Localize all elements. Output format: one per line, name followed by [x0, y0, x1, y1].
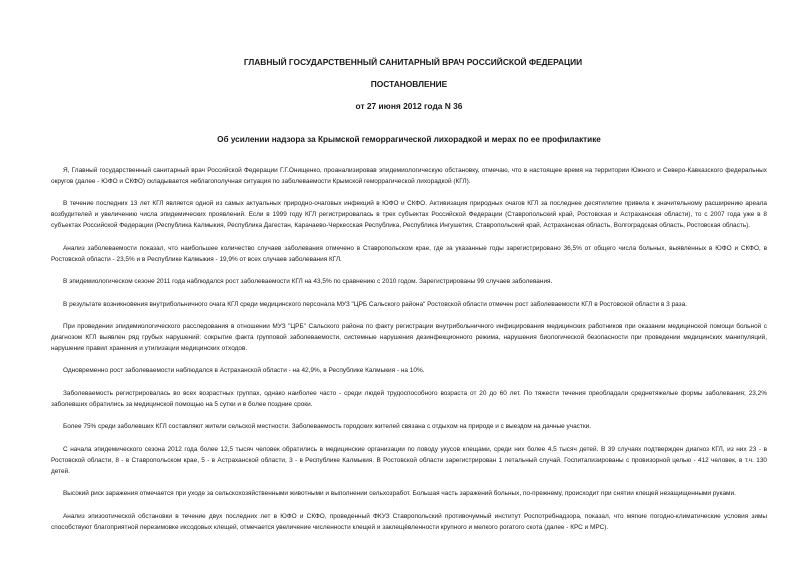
- document-body: [51, 166, 767, 533]
- document-type: ПОСТАНОВЛЕНИЕ: [370, 79, 448, 89]
- paragraph-10: С начала эпидемического сезона 2012 года более 12,5 тысяч человек обратились в медицинские организации по поводу укусов клещами, среди них более 4,5 тысяч детей. В 39 случаях подтвержден диагноз КГЛ, из них 23 - в Ростовской области, 8 - в Ставропольском крае, 5 - в Астраханской области, 3 - в Республике Калмыкия. В Ростовской области зарегистрирован 1 летальный случай. Госпитализированы с провизорной целью - 412 человек, в т.ч. 130 детей.: [51, 445, 767, 475]
- paragraph-3: Анализ заболеваемости показал, что наибольшее количество случаев заболевания отмечено в Ставропольском крае, где за указанные годы зарегистрировано 36,5% от общего числа больных, выявленных в ЮФО и СКФО, в Ростовской области - 23,5% и в Республике Калмыкия - 19,9% от всех случаев заболевания КГЛ.: [51, 244, 767, 263]
- paragraph-11: Высокий риск заражения отмечается при уходе за сельскохозяйственными животными и выполнении сельхозработ. Большая часть заражений больных, по-прежнему, происходит при снятии клещей незащищенными руками.: [63, 490, 736, 498]
- paragraph-6: При проведении эпидемиологического расследования в отношении МУЗ "ЦРБ" Сальского района по факту регистрации внутрибольничного инфицирования медицинских работников при оказании медицинской помощи больной с диагнозом КГЛ выявлен ряд грубых нарушений: сокрытие факта групповой заболеваемости, системные нарушения дезинфекционного режима, нарушения биологической безопасности при проведении медицинских манипуляций, нарушение правил хранения и утилизации медицинских отходов.: [51, 323, 767, 352]
- paragraph-9: Более 75% среди заболевших КГЛ составляют жители сельской местности. Заболеваемость городских жителей связана с отдыхом на природе и с выездом на дачные участки.: [63, 423, 592, 431]
- paragraph-4: В эпидемиологическом сезоне 2011 года наблюдался рост заболеваемости КГЛ на 43,5% по сравнению с 2010 годом. Зарегистрированы 99 случаев заболевания.: [63, 278, 553, 286]
- paragraph-2: В течение последних 13 лет КГЛ является одной из самых актуальных природно-очаговых инфекций в ЮФО и СКФО. Активизация природных очагов КГЛ за последнее десятилетие привела к значительному расширению ареала возбудителей и увеличению числа эпидемических проявлений. Если в 1999 году КГЛ регистрировалась в трех субъектах Российской Федерации (Ставропольский край, Ростовская и Астраханская области), то с 2007 года уже в 8 субъектах Российской Федерации (Республика Калмыкия, Республика Дагестан, Карачаево-Черкесская Республика, Республика Ингушетия, Ставропольский край, Астраханская область, Волгоградская область, Ростовская область).: [51, 200, 767, 230]
- paragraph-7: Одновременно рост заболеваемости наблюдался в Астраханской области - на 42,9%, в Республике Калмыкия - на 10%.: [63, 367, 425, 375]
- paragraph-12: Анализ эпизоотической обстановки в течение двух последних лет в ЮФО и СКФО, проведенный ФКУЗ Ставропольский противочумный институт Роспотребнадзора, показал, что мягкие погодно-климатические условия зимы способствуют благоприятной перезимовке иксодовых клещей, отмечается увеличение численности клещей и заклещёвленности крупного и мелкого рогатого скота (далее - КРС и МРС).: [51, 512, 767, 531]
- document-title: Об усилении надзора за Крымской геморрагической лихорадкой и мерах по ее профилактике: [217, 135, 601, 144]
- paragraph-5: В результате возникновения внутрибольничного очага КГЛ среди медицинского персонала МУЗ "ЦРБ Сальского района" Ростовской области отмечен рост заболеваемости КГЛ в Ростовской области в 3 раза.: [63, 300, 687, 308]
- paragraph-1: Я, Главный государственный санитарный врач Российской Федерации Г.Г.Онищенко, проанализировав эпидемиологическую обстановку, отмечаю, что в настоящее время на территории Южного и Северо-Кавказского федеральных округов (далее - ЮФО и СКФО) складывается неблагополучная ситуация по заболеваемости Крымской геморрагической лихорадкой (КГЛ).: [51, 167, 767, 185]
- document-date: от 27 июня 2012 года N 36: [355, 101, 463, 111]
- paragraph-8: Заболеваемость регистрировалась во всех возрастных группах, однако наиболее часто - среди людей трудоспособного возраста от 20 до 60 лет. По тяжести течения преобладали среднетяжелые формы заболевания; 23,2% заболевших обратились за медицинской помощью на 5 сутки и в более поздние сроки.: [51, 389, 767, 408]
- issuing-authority: ГЛАВНЫЙ ГОСУДАРСТВЕННЫЙ САНИТАРНЫЙ ВРАЧ РОССИЙСКОЙ ФЕДЕРАЦИИ: [243, 57, 583, 67]
